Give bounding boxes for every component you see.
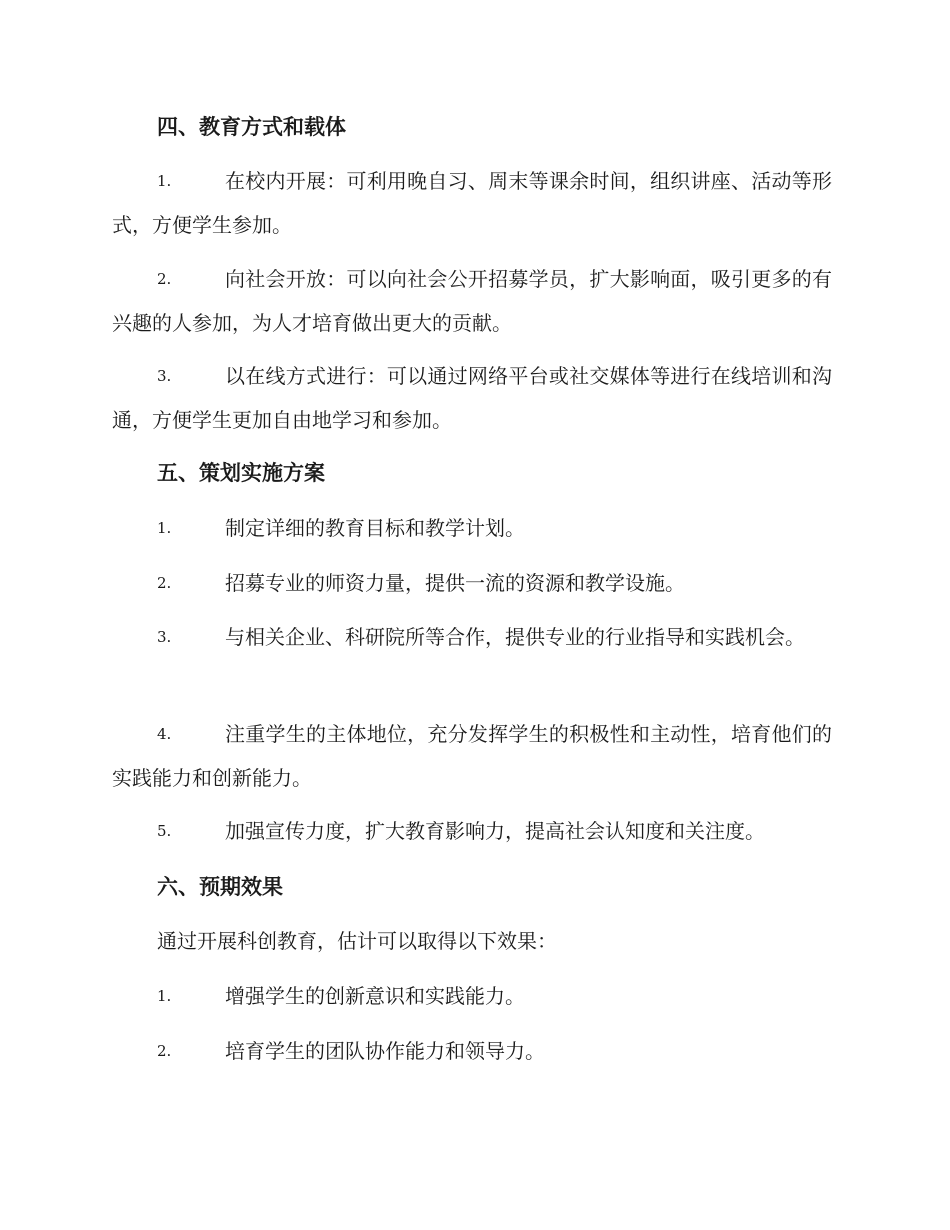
list-item-text: 向社会开放：可以向社会公开招募学员，扩大影响面，吸引更多的有兴趣的人参加，为人才培育做出更大的贡献。 — [112, 267, 832, 335]
list-item-text: 注重学生的主体地位，充分发挥学生的积极性和主动性，培育他们的实践能力和创新能力。 — [112, 722, 832, 790]
list-item-text: 增强学生的创新意识和实践能力。 — [225, 984, 525, 1008]
list-item-text: 在校内开展：可利用晚自习、周末等课余时间，组织讲座、活动等形式，方便学生参加。 — [112, 169, 832, 237]
list-item — [112, 257, 832, 345]
section-heading-5: 五、策划实施方案 — [157, 460, 325, 485]
list-item-number: 2. — [157, 270, 172, 288]
list-item-text: 以在线方式进行：可以通过网络平台或社交媒体等进行在线培训和沟通，方便学生更加自由地学习和参加。 — [112, 364, 832, 432]
list-item-number: 3. — [157, 367, 172, 385]
section-heading-6: 六、预期效果 — [157, 874, 283, 899]
list-item-number: 3. — [157, 628, 172, 646]
list-item — [112, 809, 832, 853]
list-item — [112, 354, 832, 442]
list-item-number: 1. — [157, 172, 172, 190]
list-item-text: 培育学生的团队协作能力和领导力。 — [225, 1039, 545, 1063]
list-item — [112, 712, 832, 800]
list-item-text: 招募专业的师资力量，提供一流的资源和教学设施。 — [225, 571, 685, 595]
section-heading-4: 四、教育方式和载体 — [157, 114, 346, 139]
list-item — [112, 1029, 832, 1073]
list-item-number: 1. — [157, 519, 172, 537]
list-item-text: 制定详细的教育目标和教学计划。 — [225, 516, 525, 540]
intro-paragraph: 通过开展科创教育，估计可以取得以下效果： — [157, 929, 557, 953]
list-item-number: 2. — [157, 574, 172, 592]
list-item-text: 加强宣传力度，扩大教育影响力，提高社会认知度和关注度。 — [225, 819, 765, 843]
list-item — [112, 561, 832, 605]
list-item — [112, 159, 832, 247]
list-item-number: 5. — [157, 822, 172, 840]
list-item-text: 与相关企业、科研院所等合作，提供专业的行业指导和实践机会。 — [225, 625, 805, 649]
list-item — [112, 506, 832, 550]
list-item — [112, 974, 832, 1018]
list-item-number: 2. — [157, 1042, 172, 1060]
list-item — [112, 615, 832, 659]
list-item-number: 1. — [157, 987, 172, 1005]
list-item-number: 4. — [157, 725, 172, 743]
